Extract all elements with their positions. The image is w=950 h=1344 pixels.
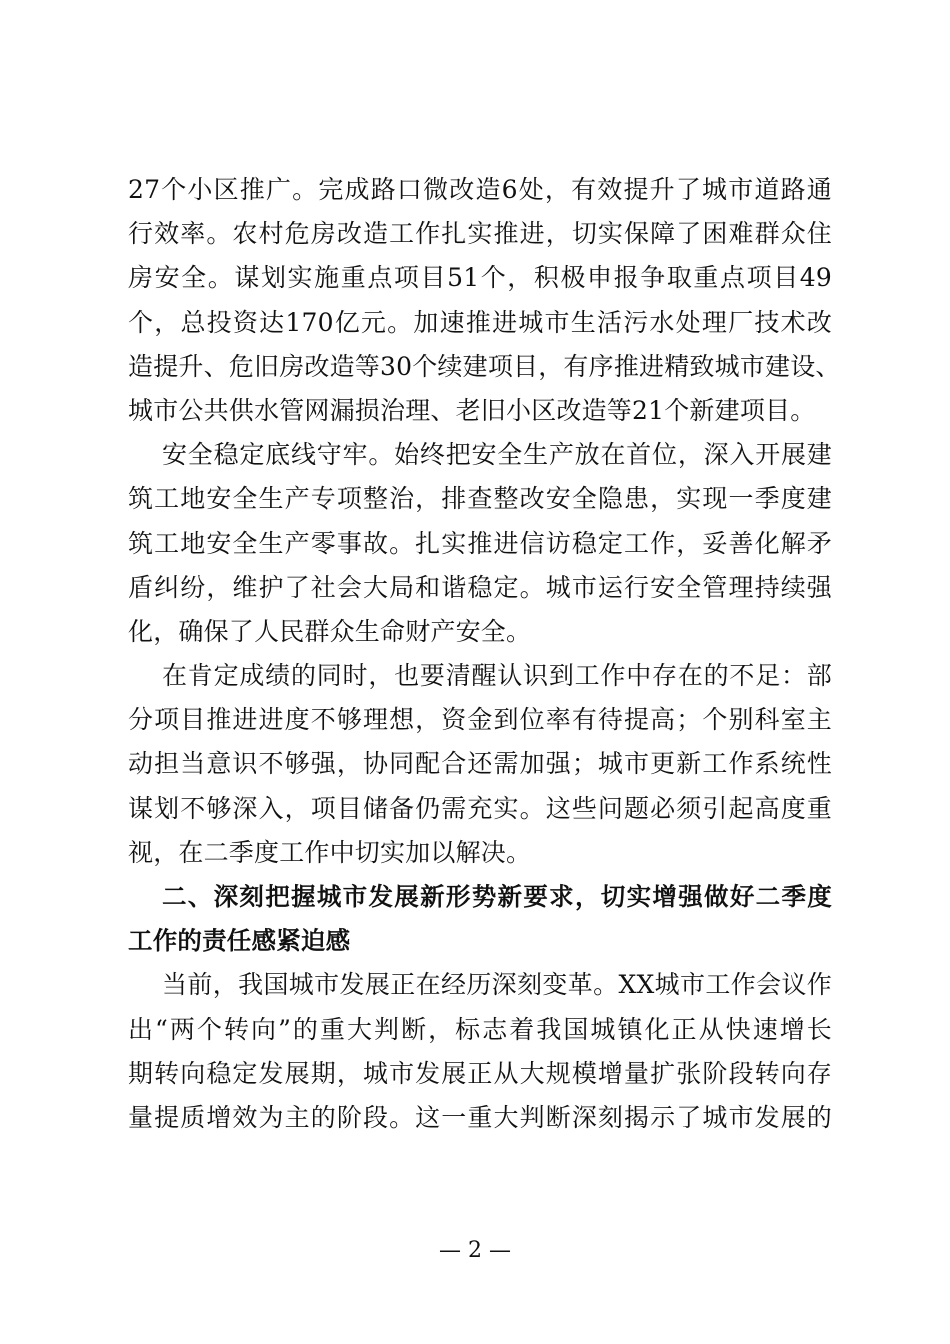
paragraph-line: 分项目推进进度不够理想，资金到位率有待提高；个别科室主: [128, 705, 832, 735]
paragraph-line: 房安全。谋划实施重点项目51个，积极申报争取重点项目49: [128, 263, 832, 293]
section-heading-line: 二、深刻把握城市发展新形势新要求，切实增强做好二季度: [162, 882, 832, 911]
page-number: — 2 —: [439, 1238, 511, 1263]
paragraph-line: 盾纠纷，维护了社会大局和谐稳定。城市运行安全管理持续强: [128, 572, 832, 602]
paragraph-line: 化，确保了人民群众生命财产安全。: [128, 616, 532, 646]
paragraph-line: 城市公共供水管网漏损治理、老旧小区改造等21个新建项目。: [128, 395, 816, 425]
paragraph-line: 行效率。农村危房改造工作扎实推进，切实保障了困难群众住: [128, 219, 832, 249]
paragraph-line: 27个小区推广。完成路口微改造6处，有效提升了城市道路通: [128, 175, 832, 204]
section-heading-line: 工作的责任感紧迫感: [128, 926, 351, 956]
paragraph-line: 造提升、危旧房改造等30个续建项目，有序推进精致城市建设、: [128, 351, 841, 381]
paragraph-line: 期转向稳定发展期，城市发展正从大规模增量扩张阶段转向存: [128, 1058, 832, 1088]
paragraph-line: 当前，我国城市发展正在经历深刻变革。XX城市工作会议作: [162, 970, 832, 1000]
paragraph-line: 谋划不够深入，项目储备仍需充实。这些问题必须引起高度重: [128, 793, 832, 823]
paragraph-line: 筑工地安全生产零事故。扎实推进信访稳定工作，妥善化解矛: [128, 528, 832, 558]
paragraph-line: 在肯定成绩的同时，也要清醒认识到工作中存在的不足：部: [162, 661, 832, 691]
document-body: [128, 168, 841, 1140]
paragraph-line: 安全稳定底线守牢。始终把安全生产放在首位，深入开展建: [162, 440, 832, 470]
paragraph-line: 量提质增效为主的阶段。这一重大判断深刻揭示了城市发展的: [128, 1102, 832, 1132]
paragraph-line: 个，总投资达170亿元。加速推进城市生活污水处理厂技术改: [128, 307, 832, 337]
paragraph-line: 筑工地安全生产专项整治，排查整改安全隐患，实现一季度建: [128, 484, 832, 514]
paragraph-line: 动担当意识不够强，协同配合还需加强；城市更新工作系统性: [128, 749, 832, 779]
paragraph-line: 出“两个转向”的重大判断，标志着我国城镇化正从快速增长: [128, 1014, 832, 1044]
paragraph-line: 视，在二季度工作中切实加以解决。: [128, 837, 532, 867]
